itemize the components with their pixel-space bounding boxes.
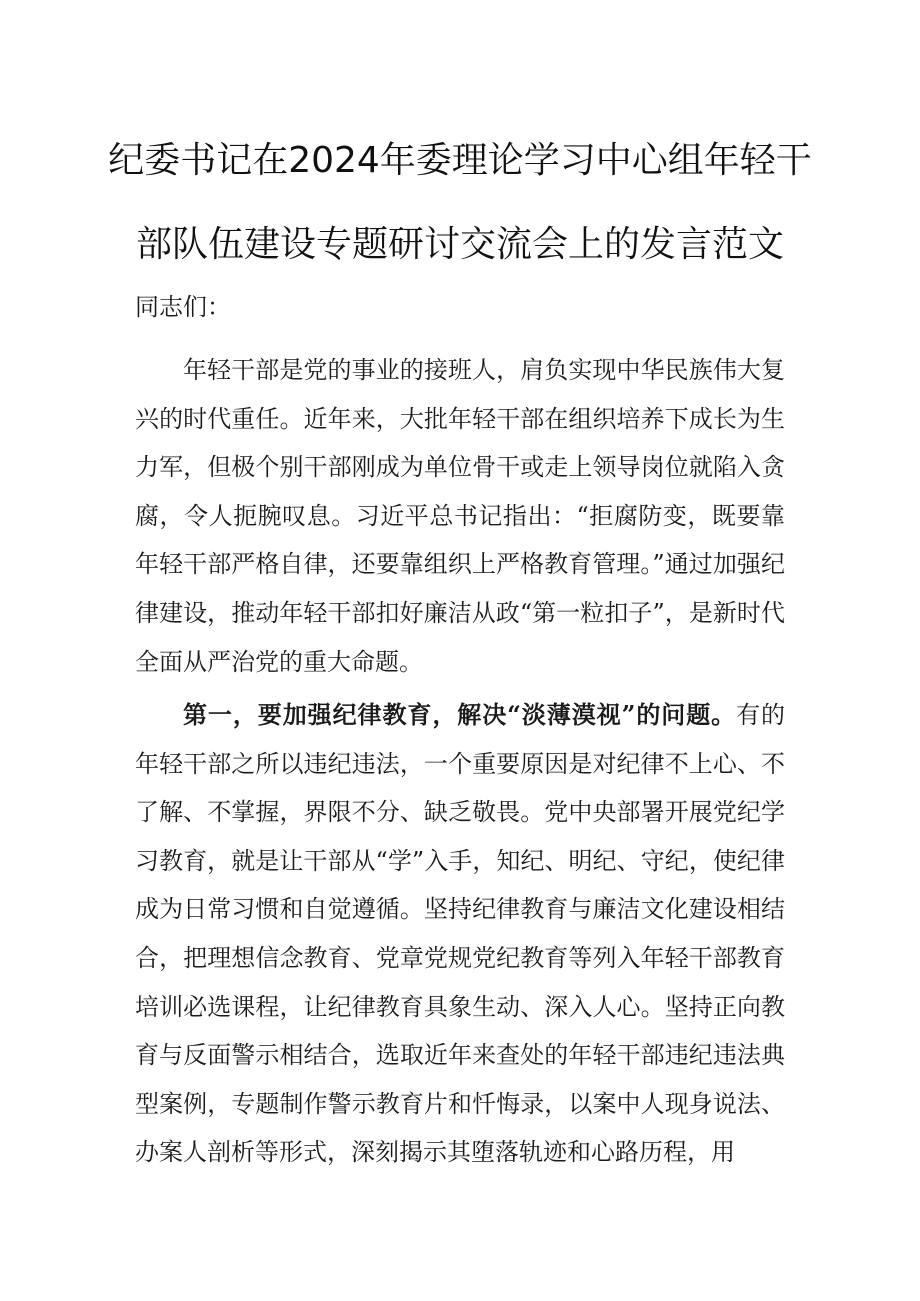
- document-title-line-1: 纪委书记在2024年委理论学习中心组年轻干: [108, 140, 812, 181]
- paragraph-point-one-text: 有的年轻干部之所以违纪违法，一个重要原因是对纪律不上心、不了解、不掌握，界限不分、缺乏敬畏。党中央部署开展党纪学习教育，就是让干部从“学”入手，知纪、明纪、守纪，使纪律成为日常习惯和自觉遵循。坚持纪律教育与廉洁文化建设相结合，把理想信念教育、党章党规党纪教育等列入年轻干部教育培训必选课程，让纪律教育具象生动、深入人心。坚持正向教育与反面警示相结合，选取近年来查处的年轻干部违纪违法典型案例，专题制作警示教育片和忏悔录，以案中人现身说法、办案人剖析等形式，深刻揭示其堕落轨迹和心路历程，用: [135, 701, 786, 1167]
- paragraph-intro: [135, 346, 785, 686]
- paragraph-intro-text: 年轻干部是党的事业的接班人，肩负实现中华民族伟大复兴的时代重任。近年来，大批年轻干部在组织培养下成长为生力军，但极个别干部刚成为单位骨干或走上领导岗位就陷入贪腐，令人扼腕叹息。习近平总书记指出：“拒腐防变，既要靠年轻干部严格自律，还要靠组织上严格教育管理。”通过加强纪律建设，推动年轻干部扣好廉洁从政“第一粒扣子”，是新时代全面从严治党的重大命题。: [135, 356, 785, 676]
- salutation: 同志们：: [135, 293, 231, 321]
- document-title-line-2: 部队伍建设专题研讨交流会上的发言范文: [135, 224, 784, 265]
- paragraph-point-one: [135, 691, 785, 1177]
- paragraph-point-one-heading: 第一，要加强纪律教育，解决“淡薄漠视”的问题。: [183, 700, 737, 729]
